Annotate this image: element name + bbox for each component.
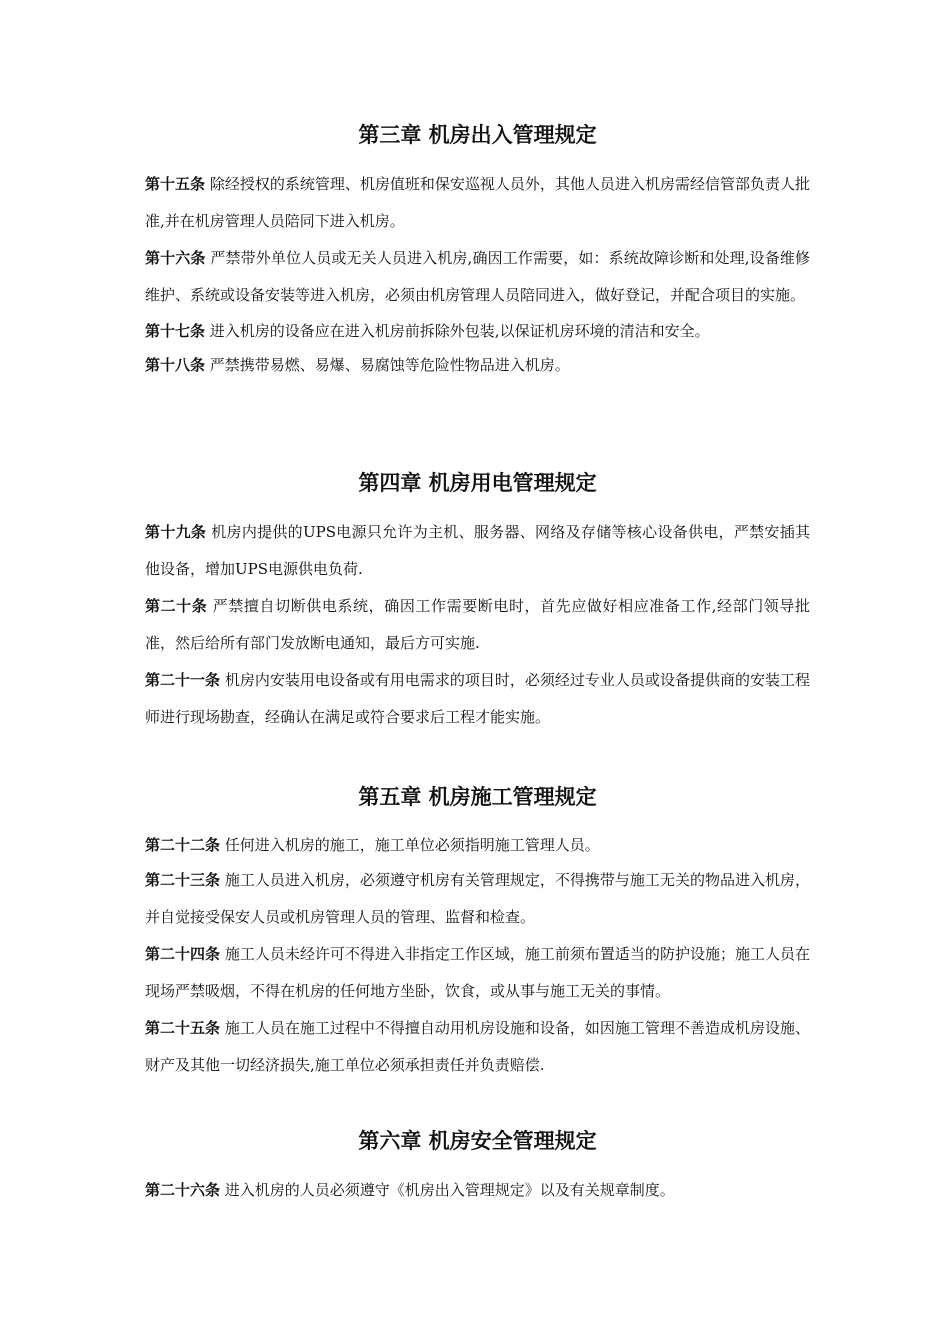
article-20 — [145, 588, 810, 662]
chapter-title: 第三章 机房出入管理规定 — [358, 122, 597, 147]
article-text: 机房内提供的UPS电源只允许为主机、服务器、网络及存储等核心设备供电，严禁安插其他设备，增加UPS电源供电负荷. — [145, 523, 810, 578]
article-24 — [145, 936, 810, 1010]
chapter-title: 第六章 机房安全管理规定 — [358, 1128, 597, 1153]
article-label: 第十五条 — [145, 175, 206, 193]
article-18 — [145, 348, 810, 382]
chapter-4 — [145, 468, 810, 736]
chapter-title: 第五章 机房施工管理规定 — [358, 784, 597, 809]
article-label: 第十九条 — [145, 523, 207, 541]
article-21 — [145, 662, 810, 736]
article-text: 严禁携带易燃、易爆、易腐蚀等危险性物品进入机房。 — [209, 356, 570, 374]
article-26 — [145, 1172, 810, 1209]
chapter-6 — [145, 1126, 810, 1209]
article-label: 第二十一条 — [145, 671, 221, 689]
article-text: 机房内安装用电设备或有用电需求的项目时，必须经过专业人员或设备提供商的安装工程师进行现场勘查，经确认在满足或符合要求后工程才能实施。 — [145, 671, 810, 726]
article-text: 施工人员未经许可不得进入非指定工作区域，施工前须布置适当的防护设施；施工人员在现场严禁吸烟，不得在机房的任何地方坐卧，饮食，或从事与施工无关的事情。 — [145, 945, 810, 1000]
article-label: 第二十条 — [145, 597, 208, 615]
article-label: 第二十五条 — [145, 1019, 221, 1037]
article-text: 进入机房的人员必须遵守《机房出入管理规定》以及有关规章制度。 — [224, 1181, 675, 1199]
article-15 — [145, 166, 810, 240]
article-text: 施工人员进入机房，必须遵守机房有关管理规定，不得携带与施工无关的物品进入机房，并自觉接受保安人员或机房管理人员的管理、监督和检查。 — [145, 871, 810, 926]
article-25 — [145, 1010, 810, 1084]
article-label: 第十八条 — [145, 356, 206, 374]
article-text: 严禁带外单位人员或无关人员进入机房,确因工作需要，如：系统故障诊断和处理,设备维修维护、系统或设备安装等进入机房，必须由机房管理人员陪同进入，做好登记，并配合项目的实施。 — [145, 249, 810, 304]
article-label: 第十七条 — [145, 322, 206, 340]
article-label: 第二十四条 — [145, 945, 221, 963]
article-17 — [145, 314, 810, 348]
chapter-3 — [145, 120, 810, 382]
chapter-5 — [145, 782, 810, 1084]
article-text: 进入机房的设备应在进入机房前拆除外包装,以保证机房环境的清洁和安全。 — [209, 322, 710, 340]
article-label: 第二十六条 — [145, 1181, 221, 1199]
article-text: 任何进入机房的施工，施工单位必须指明施工管理人员。 — [224, 836, 600, 854]
article-label: 第十六条 — [145, 249, 206, 267]
article-23 — [145, 862, 810, 936]
article-text: 施工人员在施工过程中不得擅自动用机房设施和设备，如因施工管理不善造成机房设施、财产及其他一切经济损失,施工单位必须承担责任并负责赔偿. — [145, 1019, 810, 1074]
chapter-title: 第四章 机房用电管理规定 — [358, 470, 597, 495]
article-19 — [145, 514, 810, 588]
article-label: 第二十二条 — [145, 836, 221, 854]
article-text: 严禁擅自切断供电系统，确因工作需要断电时，首先应做好相应准备工作,经部门领导批准，然后给所有部门发放断电通知，最后方可实施. — [145, 597, 810, 652]
article-16 — [145, 240, 810, 314]
article-label: 第二十三条 — [145, 871, 221, 889]
article-22 — [145, 828, 810, 862]
article-text: 除经授权的系统管理、机房值班和保安巡视人员外，其他人员进入机房需经信管部负责人批准,并在机房管理人员陪同下进入机房。 — [145, 175, 810, 230]
